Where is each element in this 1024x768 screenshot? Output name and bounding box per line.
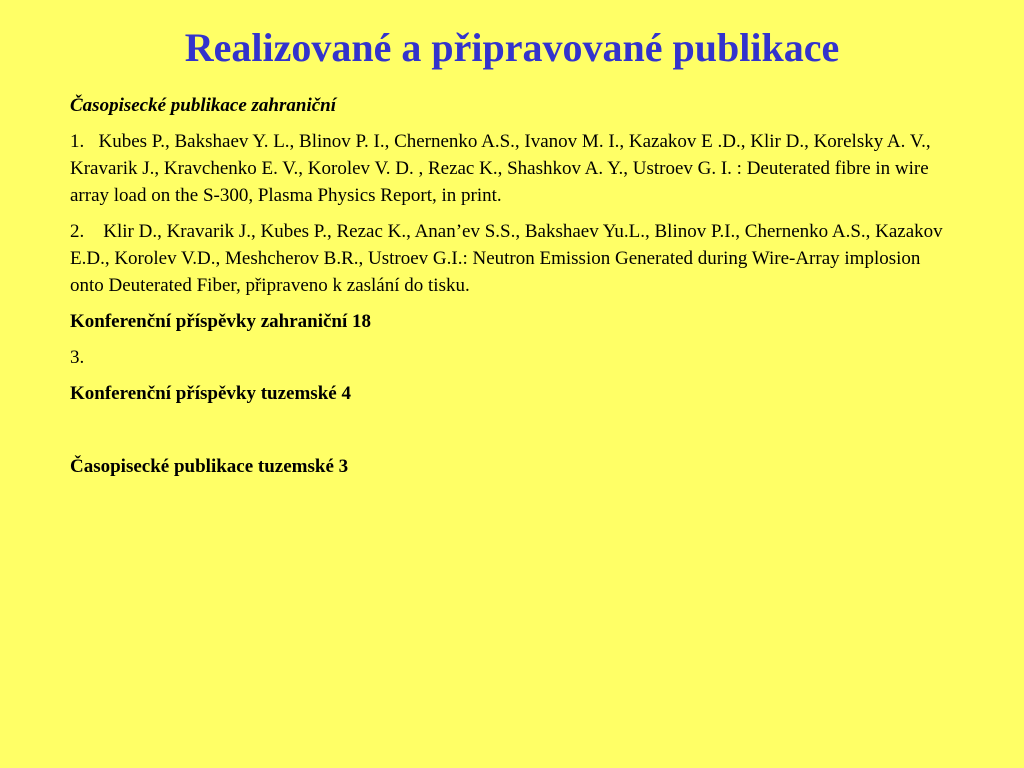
section-heading-domestic-journals: Časopisecké publikace tuzemské 3 xyxy=(70,456,349,477)
publication-text: Kubes P., Bakshaev Y. L., Blinov P. I., Chernenko A.S., Ivanov M. I., Kazakov E .D., Klir D., Korelsky A. V., Kravarik J., Kravchenko E. V., Korolev V. D. , Rezac K., Shashkov A. Y., Ustroev G. I. : Deuterated fibre in wire array load on the S-300, Plasma Physics Report, in print. xyxy=(70,131,931,206)
section-heading-foreign-journals: Časopisecké publikace zahraniční xyxy=(70,95,337,116)
publication-number: 1. xyxy=(70,131,85,152)
slide-body xyxy=(70,92,950,489)
slide-title: Realizované a připravované publikace xyxy=(184,25,840,70)
publication-number: 2. xyxy=(70,221,85,242)
publication-item-1 xyxy=(70,128,950,209)
section-heading-domestic-conferences: Konferenční příspěvky tuzemské 4 xyxy=(70,383,351,404)
list-item-3: 3. xyxy=(70,347,85,368)
publication-item-2 xyxy=(70,218,950,299)
publication-text: Klir D., Kravarik J., Kubes P., Rezac K., Anan’ev S.S., Bakshaev Yu.L., Blinov P.I., Chernenko A.S., Kazakov E.D., Korolev V.D., Meshcherov B.R., Ustroev G.I.: Neutron Emission Generated during Wire-Array implosion onto Deuterated Fiber, připraveno k zaslání do tisku. xyxy=(70,221,943,296)
section-heading-foreign-conferences: Konferenční příspěvky zahraniční 18 xyxy=(70,311,372,332)
spacer xyxy=(70,416,950,453)
